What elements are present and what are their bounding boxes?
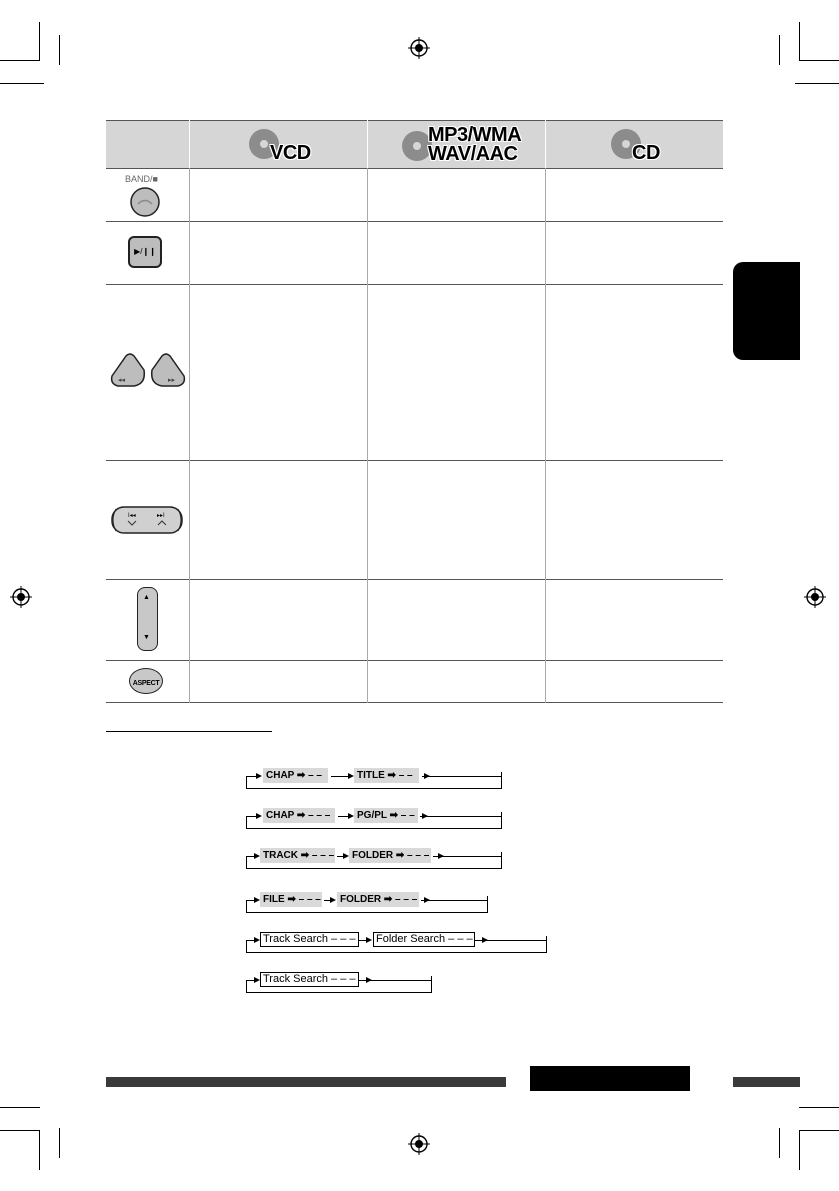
crop-mark xyxy=(59,1128,60,1158)
flow-vcd-chap-pgpl xyxy=(246,808,506,832)
header-divider xyxy=(545,120,546,168)
footer-bar-right xyxy=(733,1077,800,1087)
loop-line xyxy=(246,912,488,913)
flow-chip: TRACK ➡ – – – xyxy=(260,848,335,863)
loop-line xyxy=(246,828,502,829)
crop-mark xyxy=(799,1107,839,1108)
flow-track-folder-search xyxy=(246,932,551,956)
flow-chip: CHAP ➡ – – xyxy=(263,768,328,783)
play-pause-icon: ▶/❙❙ xyxy=(134,247,156,256)
registration-mark-icon xyxy=(408,37,430,59)
flow-chip: FOLDER ➡ – – – xyxy=(337,892,419,907)
forward-label: ▸▸ xyxy=(168,377,176,384)
crop-mark xyxy=(0,60,40,61)
footer-bar-left xyxy=(106,1077,506,1087)
crop-mark xyxy=(779,35,780,65)
registration-mark-icon xyxy=(10,586,32,608)
section-underline xyxy=(106,731,272,732)
flow-chip: FOLDER ➡ – – – xyxy=(349,848,431,863)
header-vcd: VCD xyxy=(270,142,311,164)
up-down-button[interactable] xyxy=(137,587,158,651)
flow-file-folder xyxy=(246,892,492,916)
up-arrow-icon: ▲ xyxy=(143,594,150,601)
loop-line xyxy=(246,992,432,993)
crop-mark xyxy=(799,22,800,60)
band-stop-button-icon[interactable] xyxy=(129,186,161,218)
flow-box: Folder Search – – – xyxy=(373,932,475,947)
flow-vcd-chap-title xyxy=(246,768,506,792)
aspect-button[interactable] xyxy=(129,668,163,694)
crop-mark xyxy=(59,35,60,65)
row-divider xyxy=(106,168,723,169)
column-divider xyxy=(367,168,368,703)
loop-line xyxy=(546,936,547,953)
rewind-forward-buttons-icon[interactable] xyxy=(108,350,188,390)
arrow-icon xyxy=(424,897,430,903)
flow-chip: FILE ➡ – – – xyxy=(260,892,322,907)
flow-chip: PG/PL ➡ – – xyxy=(354,808,418,823)
side-language-tab xyxy=(733,262,800,360)
crop-mark xyxy=(0,1130,40,1131)
svg-text:I◂◂: I◂◂ xyxy=(128,513,136,519)
loop-line xyxy=(487,896,488,913)
column-divider xyxy=(545,168,546,703)
loop-line xyxy=(420,816,502,817)
crop-mark xyxy=(39,22,40,60)
crop-mark xyxy=(799,1130,800,1170)
loop-line xyxy=(422,776,502,777)
arrow-icon xyxy=(366,937,372,943)
row-divider xyxy=(106,579,723,580)
arrow-icon xyxy=(256,773,262,779)
row-divider xyxy=(106,221,723,222)
footer-page-box xyxy=(530,1066,690,1091)
arrow-icon xyxy=(366,977,372,983)
aspect-label: ASPECT xyxy=(132,680,160,687)
loop-line xyxy=(431,976,432,993)
loop-line xyxy=(501,812,502,829)
crop-mark xyxy=(799,1130,839,1131)
loop-line xyxy=(246,868,502,869)
loop-line xyxy=(246,952,547,953)
header-mp3-line2: WAV/AAC xyxy=(428,143,518,165)
arrow-icon xyxy=(424,773,430,779)
crop-mark xyxy=(0,83,44,84)
flow-chip: CHAP ➡ – – – xyxy=(263,808,335,823)
loop-line xyxy=(421,900,488,901)
crop-mark xyxy=(39,1130,40,1170)
band-stop-label: BAND/■ xyxy=(125,174,158,184)
row-divider xyxy=(106,702,723,703)
crop-mark xyxy=(799,60,839,61)
header-divider xyxy=(189,120,190,168)
crop-mark xyxy=(779,1128,780,1158)
flow-track-search xyxy=(246,972,436,996)
loop-line xyxy=(246,788,502,789)
arrow-icon xyxy=(438,853,444,859)
crop-mark xyxy=(795,83,839,84)
registration-mark-icon xyxy=(408,1133,430,1155)
flow-track-folder xyxy=(246,848,506,872)
loop-line xyxy=(501,772,502,789)
svg-text:▸▸I: ▸▸I xyxy=(157,513,165,519)
crop-mark xyxy=(0,1107,40,1108)
row-divider xyxy=(106,660,723,661)
loop-line xyxy=(501,852,502,869)
registration-mark-icon xyxy=(804,586,826,608)
arrow-icon xyxy=(330,897,336,903)
column-divider xyxy=(189,168,190,703)
rewind-label: ◂◂ xyxy=(118,377,126,384)
flow-chip: TITLE ➡ – – xyxy=(354,768,419,783)
header-cd: CD xyxy=(632,142,660,164)
arrow-icon xyxy=(482,937,488,943)
row-divider xyxy=(106,284,723,285)
header-mp3-line1: MP3/WMA xyxy=(428,124,522,146)
flow-box: Track Search – – – xyxy=(260,972,359,987)
flow-box: Track Search – – – xyxy=(260,932,359,947)
operation-table xyxy=(106,120,723,703)
down-arrow-icon: ▼ xyxy=(143,634,150,641)
row-divider xyxy=(106,460,723,461)
arrow-icon xyxy=(422,813,428,819)
play-pause-button[interactable] xyxy=(128,236,162,268)
skip-wheel-icon[interactable] xyxy=(108,505,186,535)
arrow-icon xyxy=(256,813,262,819)
header-divider xyxy=(367,120,368,168)
